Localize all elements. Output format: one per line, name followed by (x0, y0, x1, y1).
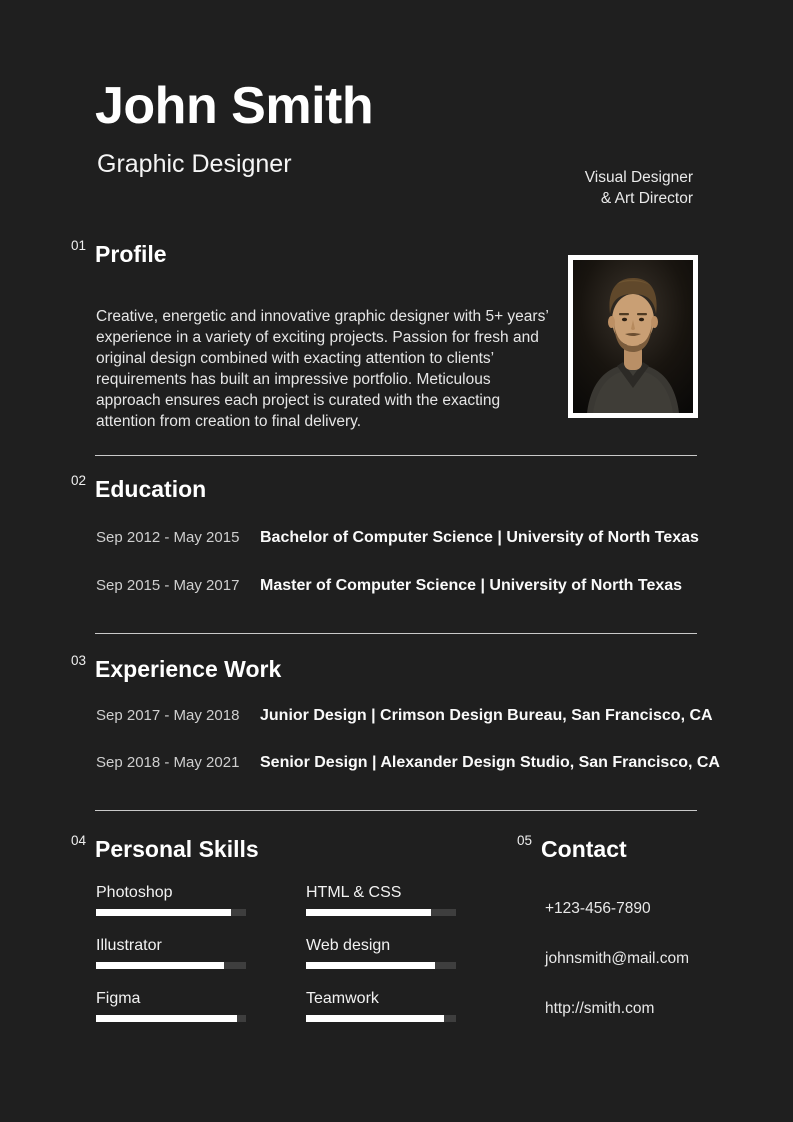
skill-name: Figma (96, 990, 141, 1007)
section-number-education: 02 (71, 473, 87, 488)
experience-dates: Sep 2017 - May 2018 (96, 707, 240, 724)
skill-name: Illustrator (96, 937, 162, 954)
skill-bar-fill (96, 909, 231, 916)
section-head-contact (517, 833, 627, 862)
section-head-profile (71, 238, 167, 267)
skill-bar-track (96, 909, 246, 916)
skill-item (306, 990, 456, 1022)
divider (95, 633, 697, 634)
skill-name: Teamwork (306, 990, 379, 1007)
section-head-education (71, 473, 206, 502)
experience-dates: Sep 2018 - May 2021 (96, 754, 240, 771)
skill-name: HTML & CSS (306, 884, 402, 901)
section-number-profile: 01 (71, 238, 87, 253)
skill-bar-track (96, 962, 246, 969)
section-title-profile: Profile (95, 241, 167, 267)
person-role: Graphic Designer (97, 150, 292, 178)
skill-name: Photoshop (96, 884, 173, 901)
experience-row (96, 707, 713, 725)
section-number-skills: 04 (71, 833, 87, 848)
person-name: John Smith (95, 77, 374, 135)
skill-item (306, 937, 456, 969)
skill-bar-fill (306, 909, 431, 916)
skill-bar-fill (96, 1015, 237, 1022)
portrait-illustration (573, 260, 693, 413)
skill-item (306, 884, 456, 916)
skill-item (96, 990, 246, 1022)
skill-item (96, 937, 246, 969)
skills-grid (96, 884, 456, 1022)
tagline-line-1: Visual Designer (584, 169, 693, 186)
education-degree: Master of Computer Science | University of North Texas (260, 577, 683, 594)
divider (95, 455, 697, 456)
education-row (96, 577, 682, 595)
education-dates: Sep 2012 - May 2015 (96, 529, 240, 546)
divider (95, 810, 697, 811)
education-row (96, 529, 699, 547)
section-title-contact: Contact (541, 836, 627, 862)
contact-list (545, 898, 689, 1019)
profile-summary: Creative, energetic and innovative graphic designer with 5+ years’ experience in a variety of exciting projects. Passion for fresh and original design combined with exacting attention to clients’ requirements has built an impressive portfolio. Meticulous approach ensures each project is curated with the exacting attention from creation to final delivery. (96, 307, 549, 430)
experience-position: Junior Design | Crimson Design Bureau, San Francisco, CA (260, 707, 713, 724)
skill-bar-track (306, 1015, 456, 1022)
skill-bar-track (306, 962, 456, 969)
tagline-line-2: & Art Director (600, 190, 693, 207)
header-tagline (585, 167, 693, 209)
skill-bar-fill (306, 962, 435, 969)
section-head-experience (71, 653, 281, 682)
experience-position: Senior Design | Alexander Design Studio, San Francisco, CA (260, 754, 720, 771)
skills-column-right (306, 884, 456, 1022)
contact-email[interactable]: johnsmith@mail.com (545, 950, 690, 967)
skill-bar-track (96, 1015, 246, 1022)
skill-item (96, 884, 246, 916)
skill-name: Web design (306, 937, 391, 954)
section-number-contact: 05 (517, 833, 533, 848)
section-head-skills (71, 833, 259, 862)
section-title-skills: Personal Skills (95, 836, 259, 862)
section-number-experience: 03 (71, 653, 87, 668)
skill-bar-fill (96, 962, 224, 969)
section-title-education: Education (95, 476, 207, 502)
contact-phone[interactable]: +123-456-7890 (545, 900, 651, 917)
section-title-experience: Experience Work (95, 656, 282, 682)
education-dates: Sep 2015 - May 2017 (96, 577, 240, 594)
skill-bar-fill (306, 1015, 444, 1022)
skill-bar-track (306, 909, 456, 916)
skills-column-left (96, 884, 246, 1022)
experience-row (96, 754, 720, 772)
profile-photo (568, 255, 698, 418)
education-degree: Bachelor of Computer Science | University of North Texas (260, 529, 699, 546)
contact-website[interactable]: http://smith.com (545, 1000, 655, 1017)
